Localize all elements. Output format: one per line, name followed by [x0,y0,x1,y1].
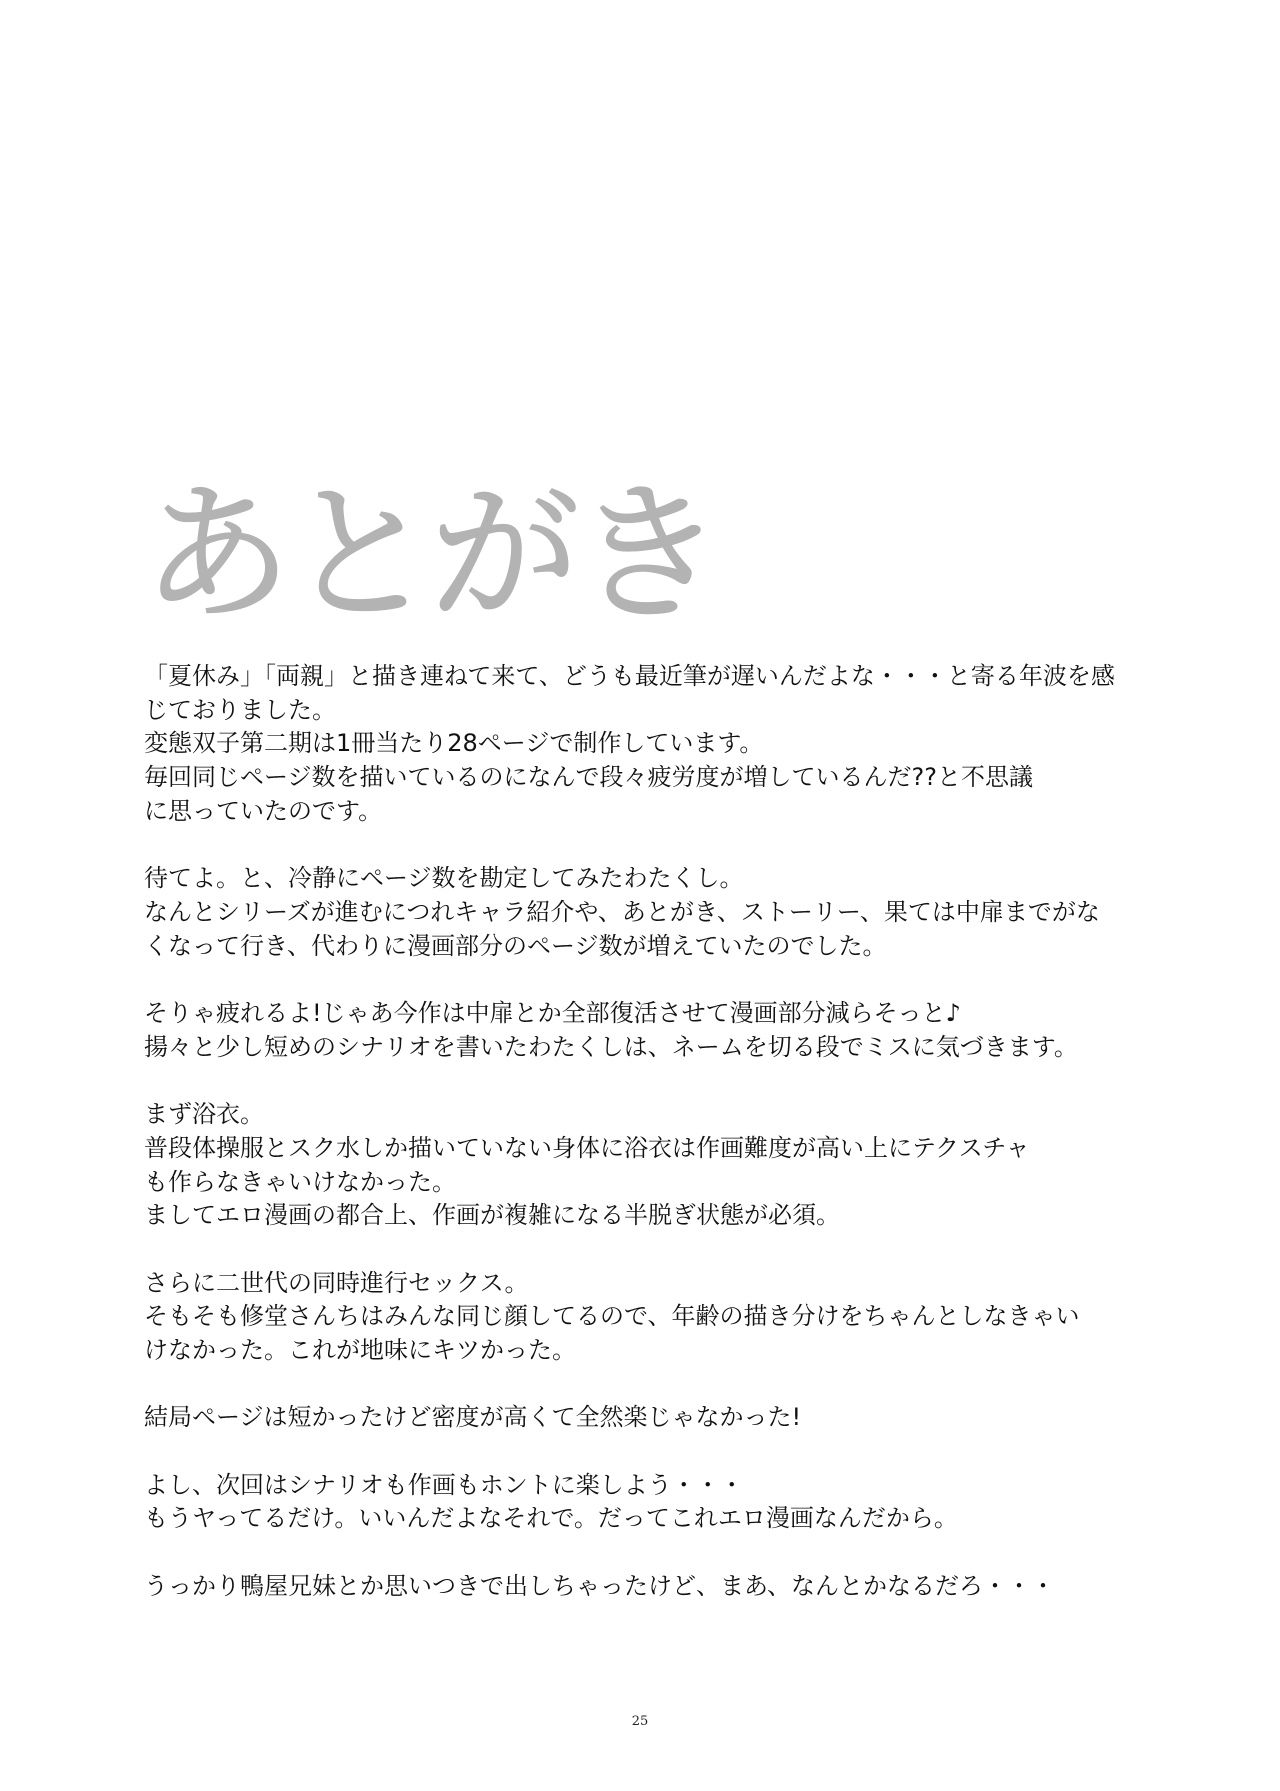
text-line: さらに二世代の同時進行セックス。 [144,1268,529,1297]
text-line: 毎回同じページ数を描いているのになんで段々疲労度が増しているんだ??と不思議 [144,763,1033,792]
page-title: あとがき [142,468,719,642]
text-line: も作らなきゃいけなかった。 [144,1167,456,1196]
text-line: そもそも修堂さんちはみんな同じ顔してるので、年齢の描き分けをちゃんとしなきゃい [144,1302,1080,1331]
afterword-body [144,660,1144,1637]
paragraph-3 [144,997,1144,1064]
text-line: 結局ページは短かったけど密度が高くて全然楽じゃなかった! [144,1403,802,1432]
paragraph-2 [144,862,1144,963]
text-line: くなって行き、代わりに漫画部分のページ数が増えていたのでした。 [144,931,887,960]
text-line: じておりました。 [144,695,336,724]
text-line: なんとシリーズが進むにつれキャラ紹介や、あとがき、ストーリー、果ては中扉までがな [144,897,1100,926]
text-line: 普段体操服とスク水しか描いていない身体に浴衣は作画難度が高い上にテクスチャ [144,1133,1030,1162]
text-line: 「夏休み」「両親」と描き連ねて来て、どうも最近筆が遅いんだよな・・・と寄る年波を感 [144,662,1115,690]
text-line: そりゃ疲れるよ!じゃあ今作は中扉とか全部復活させて漫画部分減らそっと♪ [144,999,961,1027]
paragraph-5 [144,1267,1144,1368]
page-number: 25 [631,1714,649,1729]
paragraph-8 [144,1570,1144,1604]
text-line: うっかり鴨屋兄妹とか思いつきで出しちゃったけど、まあ、なんとかなるだろ・・・ [144,1571,1056,1600]
paragraph-4 [144,1098,1144,1233]
text-line: けなかった。これが地味にキツかった。 [144,1336,576,1364]
text-line: 待てよ。と、冷静にページ数を勘定してみたわたくし。 [144,864,744,893]
text-line: に思っていたのです。 [144,796,383,825]
text-line: 揚々と少し短めのシナリオを書いたわたくしは、ネームを切る段でミスに気づきます。 [144,1032,1078,1061]
paragraph-1 [144,660,1144,829]
text-line: まず浴衣。 [144,1100,264,1129]
text-line: 変態双子第二期は1冊当たり28ページで制作しています。 [144,729,764,758]
paragraph-6 [144,1401,1144,1435]
text-line: よし、次回はシナリオも作画もホントに楽しよう・・・ [144,1470,744,1499]
text-line: ましてエロ漫画の都合上、作画が複雑になる半脱ぎ状態が必須。 [144,1201,840,1230]
text-line: もうヤってるだけ。いいんだよなそれで。だってこれエロ漫画なんだから。 [144,1504,958,1533]
paragraph-7 [144,1469,1144,1536]
